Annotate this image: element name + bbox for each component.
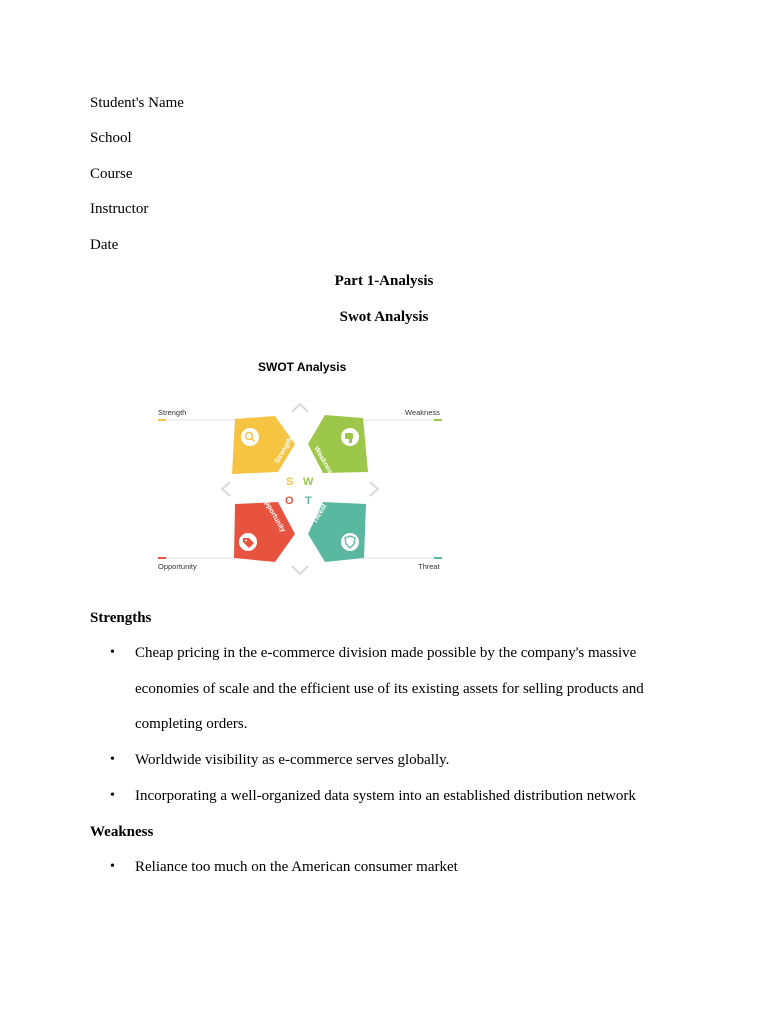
thumbs-down-icon — [341, 428, 359, 446]
corner-strength: Strength — [158, 408, 187, 417]
corner-threat: Threat — [418, 562, 440, 571]
magnifier-icon — [241, 428, 259, 446]
strengths-heading: Strengths — [90, 610, 152, 626]
letter-s: S — [286, 476, 294, 488]
bullet-marker: • — [110, 645, 115, 660]
school: School — [90, 130, 132, 146]
weakness-petal — [308, 415, 368, 473]
strength-item-2: Worldwide visibility as e-commerce serves globally. — [135, 752, 450, 768]
letter-o: O — [285, 495, 294, 507]
threat-caption: Threat — [311, 502, 329, 525]
weakness-caption: Weakness — [312, 445, 336, 479]
strength-item-1-line-1: Cheap pricing in the e-commerce division made possible by the company's massive — [135, 645, 637, 661]
figure-title: SWOT Analysis — [258, 360, 347, 374]
strength-item-1-line-2: economies of scale and the efficient use of its existing assets for selling products and — [135, 681, 644, 697]
strength-item-1-line-3: completing orders. — [135, 716, 248, 732]
opportunity-petal — [234, 502, 295, 562]
course: Course — [90, 166, 133, 182]
opportunity-caption: Opportunity — [260, 495, 287, 534]
swot-diagram — [150, 352, 450, 577]
weakness-item-1: Reliance too much on the American consumer market — [135, 859, 458, 875]
corner-weakness: Weakness — [405, 408, 440, 417]
letter-w: W — [303, 476, 314, 488]
instructor: Instructor — [90, 201, 149, 217]
weakness-heading: Weakness — [90, 824, 154, 840]
bullet-marker: • — [110, 859, 115, 874]
strength-item-3: Incorporating a well-organized data system into an established distribution network — [135, 788, 636, 804]
date: Date — [90, 237, 119, 253]
section-title: Swot Analysis — [339, 309, 429, 325]
strength-caption: Strength — [273, 436, 295, 465]
bullet-marker: • — [110, 788, 115, 803]
letter-t: T — [305, 495, 312, 507]
bullet-marker: • — [110, 752, 115, 767]
tag-icon — [239, 533, 257, 551]
part-title: Part 1-Analysis — [334, 273, 434, 289]
swot-figure — [150, 352, 450, 577]
corner-opportunity: Opportunity — [158, 562, 197, 571]
shield-icon — [341, 533, 359, 551]
student-name: Student's Name — [90, 95, 184, 111]
